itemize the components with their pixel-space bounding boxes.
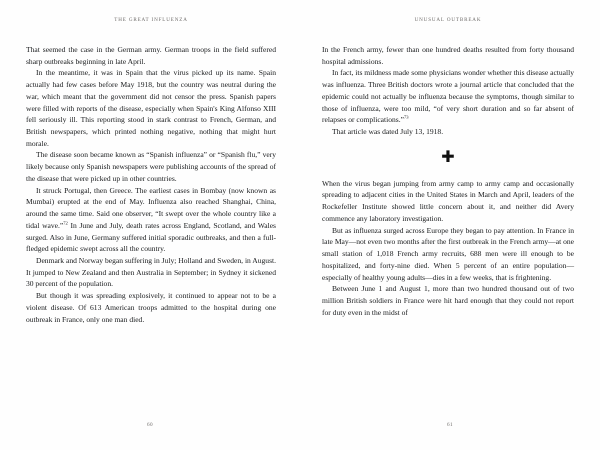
paragraph-text: In fact, its mildness made some physicians wonder whether this disease actually was influenza. Three British doctors wrote a journal article that concluded that the epidemic could not actually be influenza because the symptoms, though similar to those of influenza, were too mild, “of very short duration and so far absent of relapses or complications.” — [322, 68, 574, 125]
paragraph-text: It struck Portugal, then Greece. The earliest cases in Bombay (now known as Mumbai) erupted at the end of May. Influenza also reached Shanghai, China, around the same time. Said one observer, “It swept over the whole country like a tidal wave.” — [26, 185, 276, 230]
right-page-body-after-break — [322, 178, 574, 319]
paragraph: Between June 1 and August 1, more than two hundred thousand out of two million British soldiers in France were hit hard enough that they could not report for duty even in the midst of — [322, 284, 574, 317]
paragraph-with-footnote — [322, 67, 574, 126]
page-number-right: 61 — [447, 422, 453, 428]
paragraph: But though it was spreading explosively, it continued to appear not to be a violent disease. Of 613 American troops admitted to the hospital during one outbreak in France, only one man died. — [26, 291, 276, 324]
paragraph: When the virus began jumping from army camp to army camp and occasionally spreading to adjacent cities in the United States in March and April, leaders of the Rockefeller Institute showed little concern about it, and neither did Avery commence any laboratory investigation. — [322, 178, 574, 223]
right-page-body-before-break — [322, 44, 574, 138]
paragraph: Denmark and Norway began suffering in July; Holland and Sweden, in August. It jumped to New Zealand and then Australia in September; in Sydney it sickened 30 percent of the population. — [26, 255, 276, 289]
paragraph-continuation: In — [70, 220, 77, 230]
paragraph: But as influenza surged across Europe they began to pay attention. In France in late May—not even two months after the first outbreak in the French army—at one small station of 1,018 French army recruits, 688 men were ill enough to be hospitalized, and forty-nine died. When 5 percent of an entire population—especially of healthy young adults—dies in a few weeks, that is frightening. — [322, 225, 574, 282]
footnote-marker: 73 — [403, 114, 409, 120]
paragraph-text: June and July, death rates across England, Scotland, and Wales surged. Also in June, Germany suffered initial sporadic outbreaks, and then a full-fledged epidemic swept across all the country. — [26, 220, 276, 254]
running-head-right: UNUSUAL OUTBREAK — [414, 17, 482, 23]
paragraph-with-footnote — [26, 185, 276, 255]
page-number-left: 60 — [147, 422, 153, 428]
right-page — [300, 0, 600, 450]
footnote-marker: 72 — [63, 220, 68, 226]
running-head-left: THE GREAT INFLUENZA — [114, 17, 188, 23]
section-break-cross-icon: ✚ — [441, 146, 455, 166]
paragraph: That seemed the case in the German army. German troops in the field suffered sharp outbreaks beginning in late April. — [26, 45, 276, 66]
paragraph: The disease soon became known as “Spanish influenza” or “Spanish flu,” very likely because only Spanish newspapers were publishing accounts of the spread of the disease that were picked up in other countries. — [26, 150, 276, 183]
left-page-body — [26, 44, 276, 325]
paragraph: In the French army, fewer than one hundred deaths resulted from forty thousand hospital admissions. — [322, 45, 574, 66]
paragraph: That article was dated July 13, 1918. — [332, 127, 444, 137]
paragraph: In the meantime, it was in Spain that the virus picked up its name. Spain actually had few cases before May 1918, but the country was neutral during the war, which meant that the government did not censor the press. Spanish papers were filled with reports of the disease, especially when Spain's King Alfonso XIII fell seriously ill. This reporting stood in stark contrast to French, German, and British newspapers, which printed nothing negative, nothing that might hurt morale. — [26, 68, 276, 148]
